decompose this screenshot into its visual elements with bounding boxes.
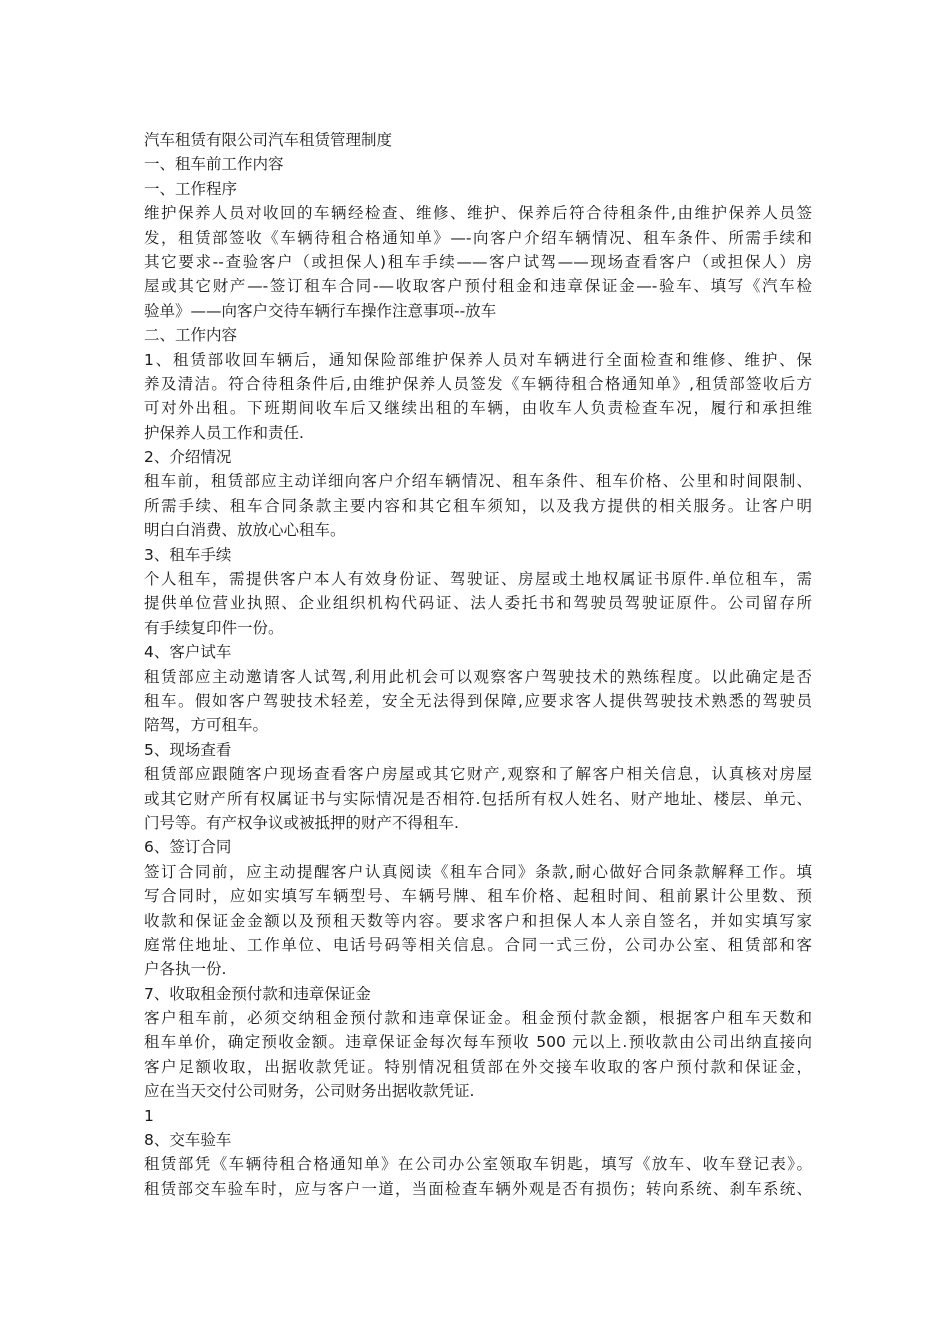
text-line: 发，租赁部签收《车辆待租合格通知单》—-向客户介绍车辆情况、租车条件、所需手续和: [144, 228, 812, 247]
text-line: 或其它财产所有权属证书与实际情况是否相符.包括所有权人姓名、财产地址、楼层、单元、: [144, 789, 812, 808]
text-line: 租赁部应跟随客户现场查看客户房屋或其它财产,观察和了解客户相关信息，认真核对房屋: [144, 765, 812, 784]
text-line: 租赁部凭《车辆待租合格通知单》在公司办公室领取车钥匙，填写《放车、收车登记表》。: [144, 1155, 812, 1174]
text-line: 8、交车验车: [144, 1131, 232, 1150]
text-line: 维护保养人员对收回的车辆经检查、维修、维护、保养后符合待租条件,由维护保养人员签: [144, 204, 812, 223]
text-line: 写合同时，应如实填写车辆型号、车辆号牌、租车价格、起租时间、租前累计公里数、预: [144, 887, 812, 906]
text-line: 养及清洁。符合待租条件后,由维护保养人员签发《车辆待租合格通知单》,租赁部签收后方: [144, 374, 812, 393]
text-line: 个人租车，需提供客户本人有效身份证、驾驶证、房屋或土地权属证书原件.单位租车，需: [144, 570, 812, 589]
text-line: 其它要求--查验客户（或担保人)租车手续——客户试驾——现场查看客户（或担保人）房: [144, 252, 812, 271]
text-line: 明白白消费、放放心心租车。: [144, 521, 346, 540]
text-line: 客户足额收取，出据收款凭证。特别情况租赁部在外交接车收取的客户预付款和保证金，: [144, 1057, 812, 1076]
text-line: 提供单位营业执照、企业组织机构代码证、法人委托书和驾驶员驾驶证原件。公司留存所: [144, 594, 812, 613]
text-line: 门号等。有产权争议或被抵押的财产不得租车.: [144, 813, 459, 832]
text-line: 屋或其它财产—-签订租车合同-—收取客户预付租金和违章保证金—-验车、填写《汽车检: [144, 277, 812, 296]
text-line: 应在当天交付公司财务，公司财务出据收款凭证.: [144, 1082, 475, 1101]
text-line: 庭常住地址、工作单位、电话号码等相关信息。合同一式三份，公司办公室、租赁部和客: [144, 935, 812, 954]
text-line: 租车前，租赁部应主动详细向客户介绍车辆情况、租车条件、租车价格、公里和时间限制、: [144, 472, 812, 491]
text-line: 户各执一份.: [144, 960, 227, 979]
text-line: 5、现场查看: [144, 740, 232, 759]
text-line: 可对外出租。下班期间收车后又继续出租的车辆，由收车人负责检查车况，履行和承担维: [144, 399, 812, 418]
document-page: [144, 128, 812, 1201]
text-line: 二、工作内容: [144, 326, 238, 345]
text-line: 租赁部应主动邀请客人试驾,利用此机会可以观察客户驾驶技术的熟练程度。以此确定是否: [144, 667, 812, 686]
text-line: 收款和保证金金额以及预租天数等内容。要求客户和担保人本人亲自签名，并如实填写家: [144, 911, 812, 930]
text-line: 租赁部交车验车时，应与客户一道，当面检查车辆外观是否有损伤；转向系统、刹车系统、: [144, 1179, 812, 1198]
text-line: 汽车租赁有限公司汽车租赁管理制度: [144, 131, 393, 149]
text-line: 客户租车前，必须交纳租金预付款和违章保证金。租金预付款金额，根据客户租车天数和: [144, 1009, 812, 1028]
text-line: 有手续复印件一份。: [144, 618, 284, 637]
text-line: 一、租车前工作内容: [144, 155, 284, 174]
text-line: 一、工作程序: [144, 179, 238, 198]
text-line: 陪驾，方可租车。: [144, 716, 269, 735]
text-line: 4、客户试车: [144, 643, 232, 662]
text-line: 签订合同前，应主动提醒客户认真阅读《租车合同》条款,耐心做好合同条款解释工作。填: [144, 862, 812, 881]
text-line: 租车单价，确定预收金额。违章保证金每次每车预收 500 元以上.预收款由公司出纳直接向: [144, 1033, 812, 1052]
text-line: 2、介绍情况: [144, 448, 232, 467]
text-line: 6、签订合同: [144, 838, 232, 857]
text-line: 1、租赁部收回车辆后，通知保险部维护保养人员对车辆进行全面检查和维修、维护、保: [144, 350, 812, 369]
text-line: 7、收取租金预付款和违章保证金: [144, 984, 371, 1003]
text-line: 验单》——向客户交待车辆行车操作注意事项--放车: [144, 301, 497, 320]
text-line: 3、租车手续: [144, 545, 232, 564]
text-line: 护保养人员工作和责任.: [144, 423, 304, 442]
text-line: 租车。假如客户驾驶技术轻差，安全无法得到保障,应要求客人提供驾驶技术熟悉的驾驶员: [144, 691, 812, 710]
text-line: 所需手续、租车合同条款主要内容和其它租车须知，以及我方提供的相关服务。让客户明: [144, 496, 812, 515]
text-line: 1: [144, 1106, 154, 1125]
